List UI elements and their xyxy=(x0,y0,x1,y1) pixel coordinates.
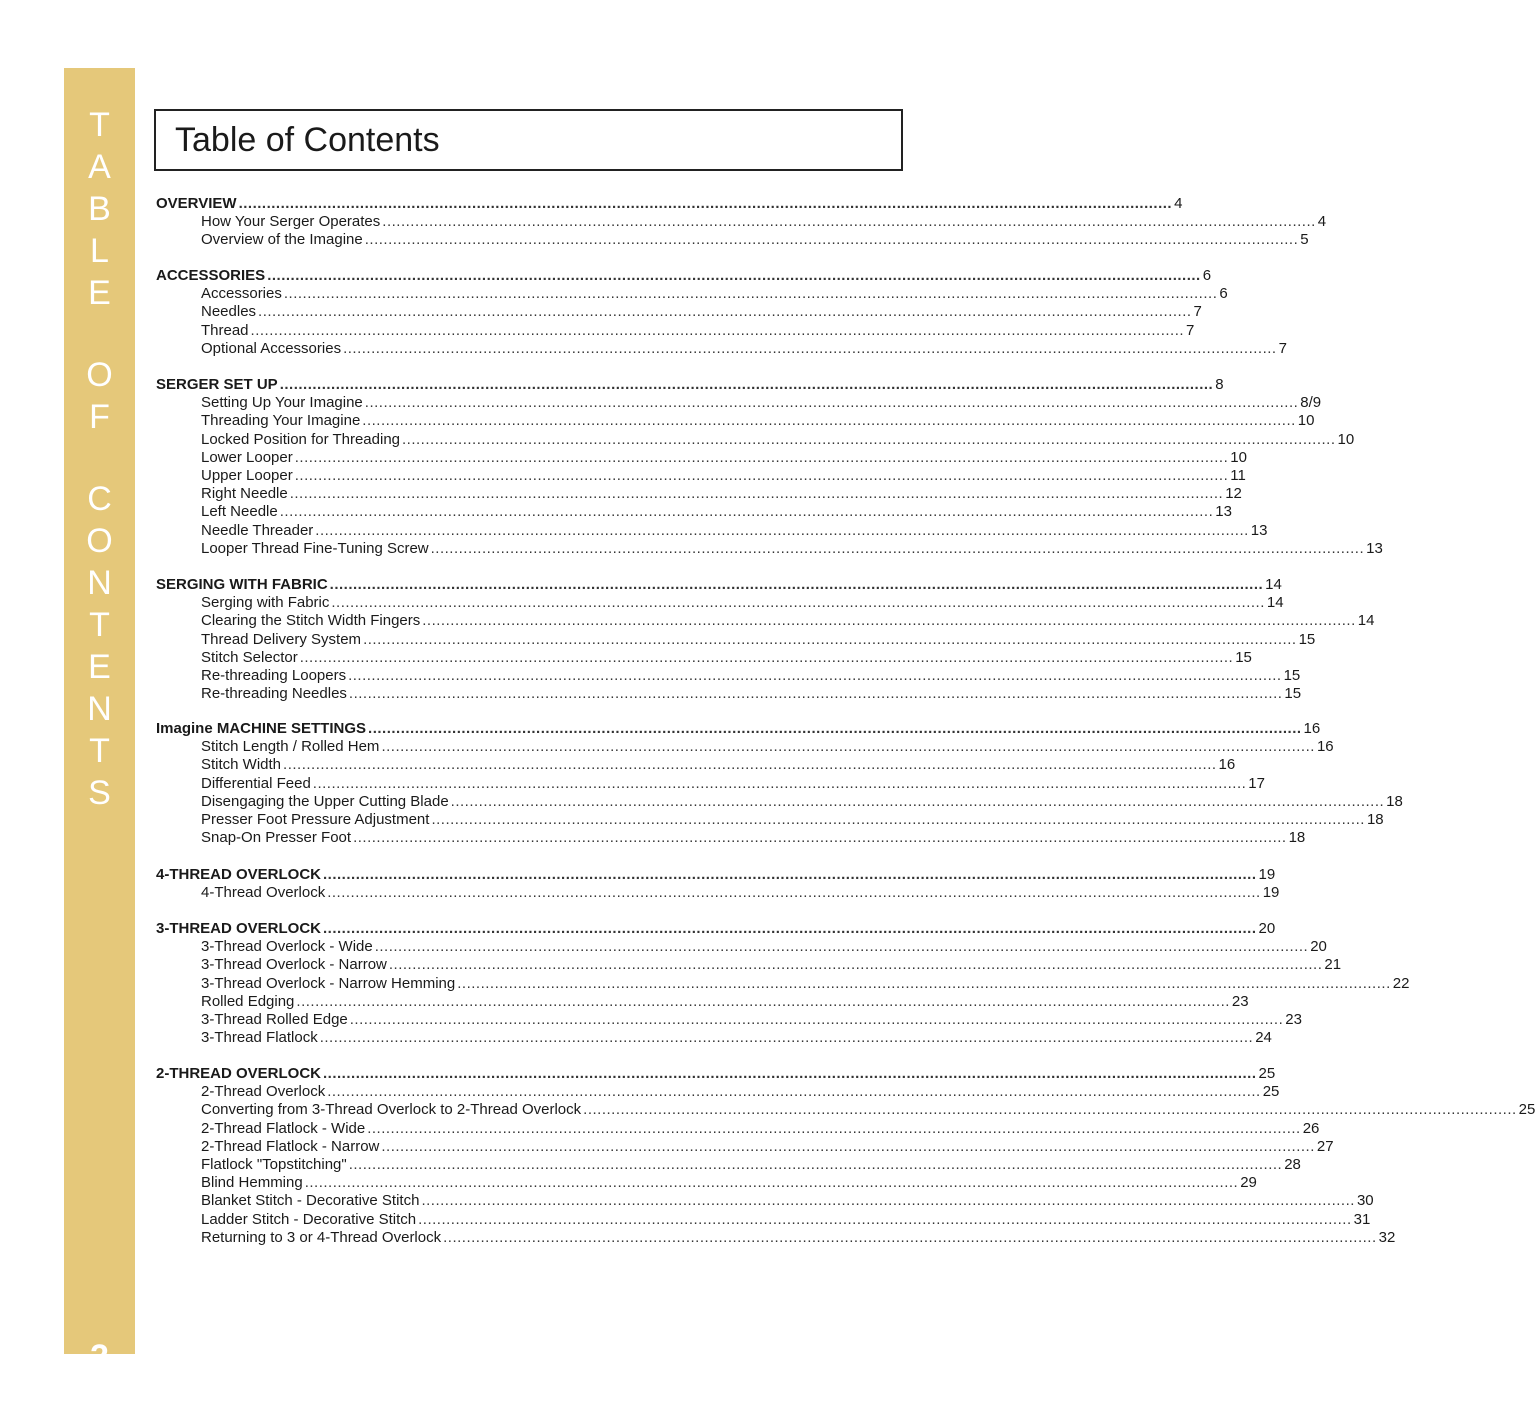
page-title: Table of Contents xyxy=(175,121,440,159)
toc-entry-row xyxy=(201,829,1306,847)
dot-leader: ........................................................................................................................................................................................................ xyxy=(283,756,1217,773)
dot-leader: ........................................................................................................................................................................................................ xyxy=(323,1065,1257,1082)
dot-leader: ........................................................................................................................................................................................................ xyxy=(348,1156,1283,1173)
toc-page-number: 4 xyxy=(1317,213,1327,230)
toc-page-number: 7 xyxy=(1193,303,1202,320)
dot-leader: ........................................................................................................................................................................................................ xyxy=(315,522,1249,539)
toc-section-title: 4-THREAD OVERLOCK xyxy=(156,866,322,883)
toc-entry-row xyxy=(201,631,1316,649)
toc-entry-title: Blind Hemming xyxy=(201,1174,303,1191)
dot-leader: ........................................................................................................................................................................................................ xyxy=(319,1029,1254,1046)
toc-entry-row xyxy=(201,884,1280,902)
toc-page-number: 15 xyxy=(1298,631,1316,648)
toc-entry-row xyxy=(201,467,1246,485)
toc-entry-title: 3-Thread Rolled Edge xyxy=(201,1011,348,1028)
dot-leader: ........................................................................................................................................................................................................ xyxy=(312,775,1247,792)
toc-page-number: 10 xyxy=(1297,412,1315,429)
toc-entry-title: Re-threading Loopers xyxy=(201,667,347,684)
toc-page-number: 22 xyxy=(1392,975,1410,992)
toc-section-row xyxy=(156,376,1224,394)
toc-section-row xyxy=(156,720,1321,738)
toc-entry-title: Ladder Stitch - Decorative Stitch xyxy=(201,1211,417,1228)
toc-page-number: 16 xyxy=(1218,756,1236,773)
side-tab-letter: C xyxy=(87,480,112,518)
toc-entry-title: Locked Position for Threading xyxy=(201,431,401,448)
toc-entry-title: Optional Accessories xyxy=(201,340,342,357)
dot-leader: ........................................................................................................................................................................................................ xyxy=(267,267,1201,284)
toc-entry-title: Setting Up Your Imagine xyxy=(201,394,363,411)
toc-entry-title: 3-Thread Flatlock xyxy=(201,1029,318,1046)
toc-page-number: 12 xyxy=(1225,485,1242,502)
toc-section-row xyxy=(156,920,1276,938)
dot-leader: ........................................................................................................................................................................................................ xyxy=(583,1101,1517,1118)
dot-leader: ........................................................................................................................................................................................................ xyxy=(289,485,1224,502)
dot-leader: ........................................................................................................................................................................................................ xyxy=(374,938,1309,955)
toc-entry-title: 2-Thread Flatlock - Narrow xyxy=(201,1138,380,1155)
dot-leader: ........................................................................................................................................................................................................ xyxy=(323,866,1257,883)
toc-entry-row xyxy=(201,1120,1320,1138)
dot-leader: ........................................................................................................................................................................................................ xyxy=(349,1011,1284,1028)
dot-leader: ........................................................................................................................................................................................................ xyxy=(294,467,1229,484)
toc-entry-title: Serging with Fabric xyxy=(201,594,330,611)
toc-entry-row xyxy=(201,1138,1334,1156)
toc-entry-title: Left Needle xyxy=(201,503,278,520)
dot-leader: ........................................................................................................................................................................................................ xyxy=(238,195,1173,212)
toc-entry-title: 3-Thread Overlock - Wide xyxy=(201,938,373,955)
toc-page-number: 20 xyxy=(1310,938,1327,955)
dot-leader: ........................................................................................................................................................................................................ xyxy=(323,920,1257,937)
toc-entry-title: Flatlock "Topstitching" xyxy=(201,1156,347,1173)
toc-entry-row xyxy=(201,685,1302,703)
toc-entry-row xyxy=(201,322,1195,340)
dot-leader: ........................................................................................................................................................................................................ xyxy=(430,540,1365,557)
toc-entry-title: Stitch Selector xyxy=(201,649,298,666)
toc-entry-row xyxy=(201,1211,1371,1229)
toc-entry-row xyxy=(201,1083,1280,1101)
toc-page-number: 16 xyxy=(1316,738,1334,755)
toc-entry-row xyxy=(201,1101,1535,1119)
toc-section-row xyxy=(156,267,1212,285)
toc-entry-row xyxy=(201,303,1202,321)
toc-entry-title: Upper Looper xyxy=(201,467,293,484)
toc-entry-title: Lower Looper xyxy=(201,449,293,466)
side-tab-letter: N xyxy=(87,690,112,728)
toc-entry-title: Presser Foot Pressure Adjustment xyxy=(201,811,430,828)
dot-leader: ........................................................................................................................................................................................................ xyxy=(363,631,1297,648)
toc-page-number: 13 xyxy=(1215,503,1232,520)
toc-section-title: ACCESSORIES xyxy=(156,267,266,284)
toc-entry-row xyxy=(201,431,1355,449)
toc-entry-title: Returning to 3 or 4-Thread Overlock xyxy=(201,1229,442,1246)
dot-leader: ........................................................................................................................................................................................................ xyxy=(331,594,1265,611)
toc-section-title: Imagine MACHINE SETTINGS xyxy=(156,720,367,737)
toc-section-title: 3-THREAD OVERLOCK xyxy=(156,920,322,937)
toc-page-number: 26 xyxy=(1302,1120,1320,1137)
dot-leader: ........................................................................................................................................................................................................ xyxy=(431,811,1365,828)
toc-page-number: 23 xyxy=(1231,993,1249,1010)
toc-page-number: 14 xyxy=(1357,612,1375,629)
toc-entry-row xyxy=(201,1156,1301,1174)
toc-page-number: 17 xyxy=(1248,775,1265,792)
toc-entry-title: Right Needle xyxy=(201,485,288,502)
toc-section-row xyxy=(156,195,1183,213)
dot-leader: ........................................................................................................................................................................................................ xyxy=(381,1138,1315,1155)
side-tab-letter: L xyxy=(90,232,109,270)
side-tab-letter: T xyxy=(89,606,110,644)
toc-page-number: 14 xyxy=(1266,594,1284,611)
page-number: 2 xyxy=(90,1338,109,1376)
toc-entry-row xyxy=(201,1011,1302,1029)
dot-leader: ........................................................................................................................................................................................................ xyxy=(327,1083,1261,1100)
dot-leader: ........................................................................................................................................................................................................ xyxy=(353,829,1287,846)
toc-page-number: 8 xyxy=(1215,376,1224,393)
toc-section-row xyxy=(156,866,1276,884)
toc-entry-title: Clearing the Stitch Width Fingers xyxy=(201,612,421,629)
toc-page-number: 19 xyxy=(1262,884,1280,901)
toc-page-number: 5 xyxy=(1300,231,1309,248)
toc-entry-title: Needles xyxy=(201,303,257,320)
toc-section-row xyxy=(156,1065,1276,1083)
dot-leader: ........................................................................................................................................................................................................ xyxy=(279,376,1214,393)
toc-page-number: 16 xyxy=(1303,720,1321,737)
toc-entry-title: Snap-On Presser Foot xyxy=(201,829,352,846)
toc-entry-row xyxy=(201,1029,1272,1047)
dot-leader: ........................................................................................................................................................................................................ xyxy=(402,431,1336,448)
dot-leader: ........................................................................................................................................................................................................ xyxy=(422,612,1356,629)
toc-page-number: 24 xyxy=(1255,1029,1272,1046)
toc-entry-title: 2-Thread Flatlock - Wide xyxy=(201,1120,366,1137)
toc-entry-row xyxy=(201,793,1403,811)
dot-leader: ........................................................................................................................................................................................................ xyxy=(450,793,1385,810)
toc-page-number: 18 xyxy=(1288,829,1306,846)
toc-section-title: 2-THREAD OVERLOCK xyxy=(156,1065,322,1082)
dot-leader: ........................................................................................................................................................................................................ xyxy=(299,649,1234,666)
toc-page-number: 7 xyxy=(1186,322,1195,339)
toc-entry-row xyxy=(201,594,1284,612)
toc-page-number: 18 xyxy=(1366,811,1384,828)
toc-page-number: 19 xyxy=(1258,866,1276,883)
toc-page-number: 20 xyxy=(1258,920,1276,937)
toc-page-number: 15 xyxy=(1283,667,1301,684)
toc-page-number: 10 xyxy=(1230,449,1247,466)
side-tab-letter: S xyxy=(88,774,111,812)
toc-entry-row xyxy=(201,1229,1396,1247)
toc-page-number: 6 xyxy=(1202,267,1212,284)
toc-page-number: 4 xyxy=(1174,195,1183,212)
dot-leader: ........................................................................................................................................................................................................ xyxy=(343,340,1277,357)
toc-page-number: 8/9 xyxy=(1300,394,1322,411)
dot-leader: ........................................................................................................................................................................................................ xyxy=(283,285,1218,302)
toc-page-number: 25 xyxy=(1262,1083,1280,1100)
dot-leader: ........................................................................................................................................................................................................ xyxy=(364,231,1299,248)
side-tab-letter: O xyxy=(86,356,113,394)
toc-entry-row xyxy=(201,285,1228,303)
toc-page-number: 15 xyxy=(1235,649,1252,666)
dot-leader: ........................................................................................................................................................................................................ xyxy=(348,667,1282,684)
toc-section-title: SERGER SET UP xyxy=(156,376,278,393)
side-tab-letter: E xyxy=(88,274,111,312)
toc-page-number: 13 xyxy=(1366,540,1383,557)
toc-page-number: 32 xyxy=(1378,1229,1396,1246)
toc-entry-row xyxy=(201,412,1315,430)
dot-leader: ........................................................................................................................................................................................................ xyxy=(329,576,1264,593)
toc-page-number: 21 xyxy=(1324,956,1342,973)
toc-entry-row xyxy=(201,540,1383,558)
toc-entry-title: Rolled Edging xyxy=(201,993,295,1010)
toc-page-number: 23 xyxy=(1285,1011,1302,1028)
dot-leader: ........................................................................................................................................................................................................ xyxy=(348,685,1283,702)
toc-entry-row xyxy=(201,213,1327,231)
dot-leader: ........................................................................................................................................................................................................ xyxy=(279,503,1214,520)
toc-entry-row xyxy=(201,1174,1257,1192)
toc-entry-row xyxy=(201,522,1268,540)
dot-leader: ........................................................................................................................................................................................................ xyxy=(250,322,1185,339)
toc-entry-row xyxy=(201,956,1342,974)
toc-page-number: 31 xyxy=(1353,1211,1371,1228)
side-tab-letter: F xyxy=(89,398,110,436)
toc-section-title: OVERVIEW xyxy=(156,195,237,212)
toc-entry-row xyxy=(201,1192,1374,1210)
toc-page-number: 29 xyxy=(1240,1174,1257,1191)
toc-entry-title: Needle Threader xyxy=(201,522,314,539)
dot-leader: ........................................................................................................................................................................................................ xyxy=(421,1192,1355,1209)
toc-entry-title: Threading Your Imagine xyxy=(201,412,361,429)
toc-page-number: 6 xyxy=(1219,285,1228,302)
toc-entry-title: Stitch Length / Rolled Hem xyxy=(201,738,380,755)
toc-page-number: 10 xyxy=(1337,431,1355,448)
dot-leader: ........................................................................................................................................................................................................ xyxy=(381,738,1315,755)
toc-page-number: 7 xyxy=(1278,340,1287,357)
side-tab-letter: O xyxy=(86,522,113,560)
toc-page-number: 13 xyxy=(1250,522,1268,539)
side-tab-letter: B xyxy=(88,190,111,228)
dot-leader: ........................................................................................................................................................................................................ xyxy=(327,884,1261,901)
toc-entry-row xyxy=(201,938,1327,956)
toc-entry-row xyxy=(201,231,1309,249)
dot-leader: ........................................................................................................................................................................................................ xyxy=(296,993,1230,1010)
toc-entry-row xyxy=(201,775,1265,793)
toc-section-title: SERGING WITH FABRIC xyxy=(156,576,328,593)
toc-entry-row xyxy=(201,340,1287,358)
side-tab-letter: T xyxy=(89,732,110,770)
toc-entry-row xyxy=(201,612,1375,630)
toc-entry-title: Blanket Stitch - Decorative Stitch xyxy=(201,1192,420,1209)
dot-leader: ........................................................................................................................................................................................................ xyxy=(258,303,1192,320)
dot-leader: ........................................................................................................................................................................................................ xyxy=(364,394,1299,411)
toc-entry-row xyxy=(201,649,1252,667)
side-tab-letter: T xyxy=(89,106,110,144)
toc-entry-title: 3-Thread Overlock - Narrow Hemming xyxy=(201,975,456,992)
dot-leader: ........................................................................................................................................................................................................ xyxy=(418,1211,1352,1228)
toc-entry-title: Re-threading Needles xyxy=(201,685,347,702)
dot-leader: ........................................................................................................................................................................................................ xyxy=(367,1120,1301,1137)
dot-leader: ........................................................................................................................................................................................................ xyxy=(294,449,1229,466)
dot-leader: ........................................................................................................................................................................................................ xyxy=(368,720,1302,737)
toc-page-number: 27 xyxy=(1316,1138,1334,1155)
toc-entry-row xyxy=(201,485,1242,503)
toc-entry-row xyxy=(201,756,1236,774)
toc-entry-row xyxy=(201,394,1322,412)
toc-page-number: 11 xyxy=(1230,467,1246,484)
dot-leader: ........................................................................................................................................................................................................ xyxy=(362,412,1296,429)
toc-entry-title: Overview of the Imagine xyxy=(201,231,363,248)
side-tab-letter: A xyxy=(88,148,111,186)
toc-page-number: 14 xyxy=(1265,576,1282,593)
toc-entry-title: 3-Thread Overlock - Narrow xyxy=(201,956,387,973)
toc-entry-title: Looper Thread Fine-Tuning Screw xyxy=(201,540,429,557)
dot-leader: ........................................................................................................................................................................................................ xyxy=(388,956,1323,973)
toc-page-number: 25 xyxy=(1258,1065,1276,1082)
toc-entry-title: Disengaging the Upper Cutting Blade xyxy=(201,793,449,810)
side-tab-letter: N xyxy=(87,564,112,602)
toc-page-number: 15 xyxy=(1284,685,1302,702)
toc-entry-row xyxy=(201,811,1384,829)
side-tab-letter: E xyxy=(88,648,111,686)
toc-entry-title: Stitch Width xyxy=(201,756,282,773)
toc-entry-title: Thread xyxy=(201,322,249,339)
toc-entry-row xyxy=(201,738,1334,756)
toc-entry-title: 4-Thread Overlock xyxy=(201,884,326,901)
toc-page-number: 25 xyxy=(1518,1101,1535,1118)
toc-entry-row xyxy=(201,993,1249,1011)
toc-entry-title: Accessories xyxy=(201,285,282,302)
toc-entry-row xyxy=(201,975,1410,993)
toc-section-row xyxy=(156,576,1282,594)
dot-leader: ........................................................................................................................................................................................................ xyxy=(443,1229,1377,1246)
dot-leader: ........................................................................................................................................................................................................ xyxy=(304,1174,1239,1191)
toc-entry-title: Differential Feed xyxy=(201,775,311,792)
toc-entry-title: Thread Delivery System xyxy=(201,631,362,648)
dot-leader: ........................................................................................................................................................................................................ xyxy=(382,213,1316,230)
toc-entry-title: How Your Serger Operates xyxy=(201,213,381,230)
toc-page-number: 18 xyxy=(1386,793,1403,810)
toc-entry-title: 2-Thread Overlock xyxy=(201,1083,326,1100)
toc-entry-row xyxy=(201,449,1247,467)
toc-page-number: 28 xyxy=(1284,1156,1301,1173)
toc-entry-title: Converting from 3-Thread Overlock to 2-Thread Overlock xyxy=(201,1101,582,1118)
toc-entry-row xyxy=(201,503,1232,521)
dot-leader: ........................................................................................................................................................................................................ xyxy=(457,975,1391,992)
toc-entry-row xyxy=(201,667,1301,685)
toc-page-number: 30 xyxy=(1356,1192,1374,1209)
